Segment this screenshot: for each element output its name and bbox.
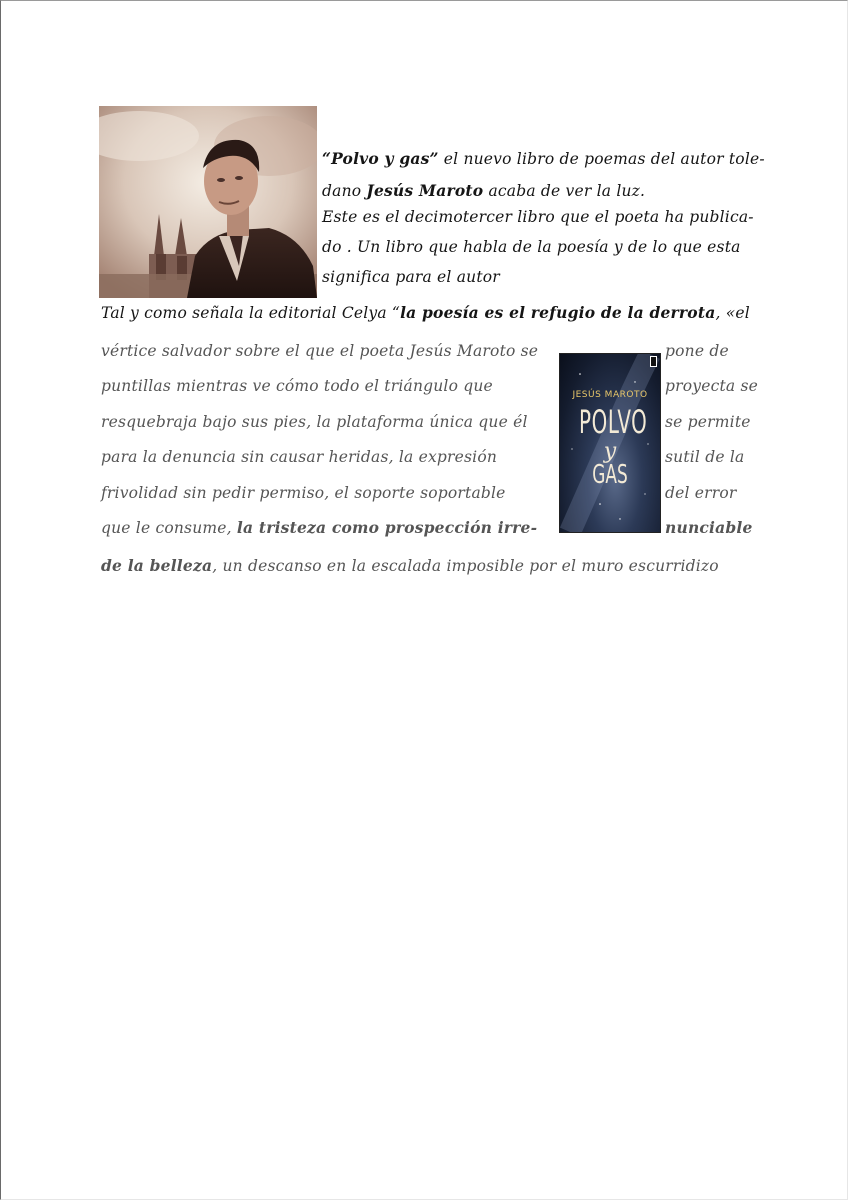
cover-title-y: y [603,439,617,464]
wrap-line-1-left: vértice salvador sobre el que el poeta Jesús Maroto se [101,342,539,360]
quote-lead-line: Tal y como señala la editorial Celya “la poesía es el refugio de la derrota, «el [101,303,750,322]
intro-line-4: do . Un libro que habla de la poesía y de lo que esta [322,238,741,256]
belleza-highlight: de la belleza [101,556,213,575]
cover-corner-mark [650,356,657,367]
wrap-line-2-left: puntillas mientras ve cómo todo el triángulo que [101,377,493,395]
wrap-line-2-right: proyecta se [665,377,758,395]
tristeza-highlight: la tristeza como prospección irre- [236,518,538,537]
intro-line-3: Este es el decimotercer libro que el poeta ha publica- [322,208,754,226]
wrap-line-5-right: del error [665,484,737,502]
wrap-line-6-left: que le consume, la tristeza como prospección irre- [101,518,538,537]
intro-line-1: “Polvo y gas” el nuevo libro de poemas del autor tole- [322,149,765,168]
wrap-line-4-right: sutil de la [665,448,745,466]
author-name-text: Jesús Maroto [366,181,484,200]
cover-title-polvo: POLVO [579,403,648,441]
book-title-text: “Polvo y gas” [322,149,439,168]
wrap-line-3-right: se permite [665,413,751,431]
intro-line-2: dano Jesús Maroto acaba de ver la luz. [322,181,646,200]
wrap-line-6-right: nunciable [665,518,753,537]
author-photo [99,106,317,298]
wrap-line-5-left: frivolidad sin pedir permiso, el soporte soportable [101,484,506,502]
intro-line-5: significa para el autor [322,268,500,286]
last-line: de la belleza, un descanso en la escalada imposible por el muro escurridizo [101,556,719,575]
wrap-line-4-left: para la denuncia sin causar heridas, la expresión [101,448,498,466]
wrap-line-3-left: resquebraja bajo sus pies, la plataforma única que él [101,413,528,431]
wrap-line-1-right: pone de [665,342,729,360]
book-cover [560,354,660,532]
cover-title-gas: GAS [592,460,628,490]
cover-author: JESÚS MAROTO [572,390,648,400]
quote-highlight: la poesía es el refugio de la derrota [400,303,716,322]
